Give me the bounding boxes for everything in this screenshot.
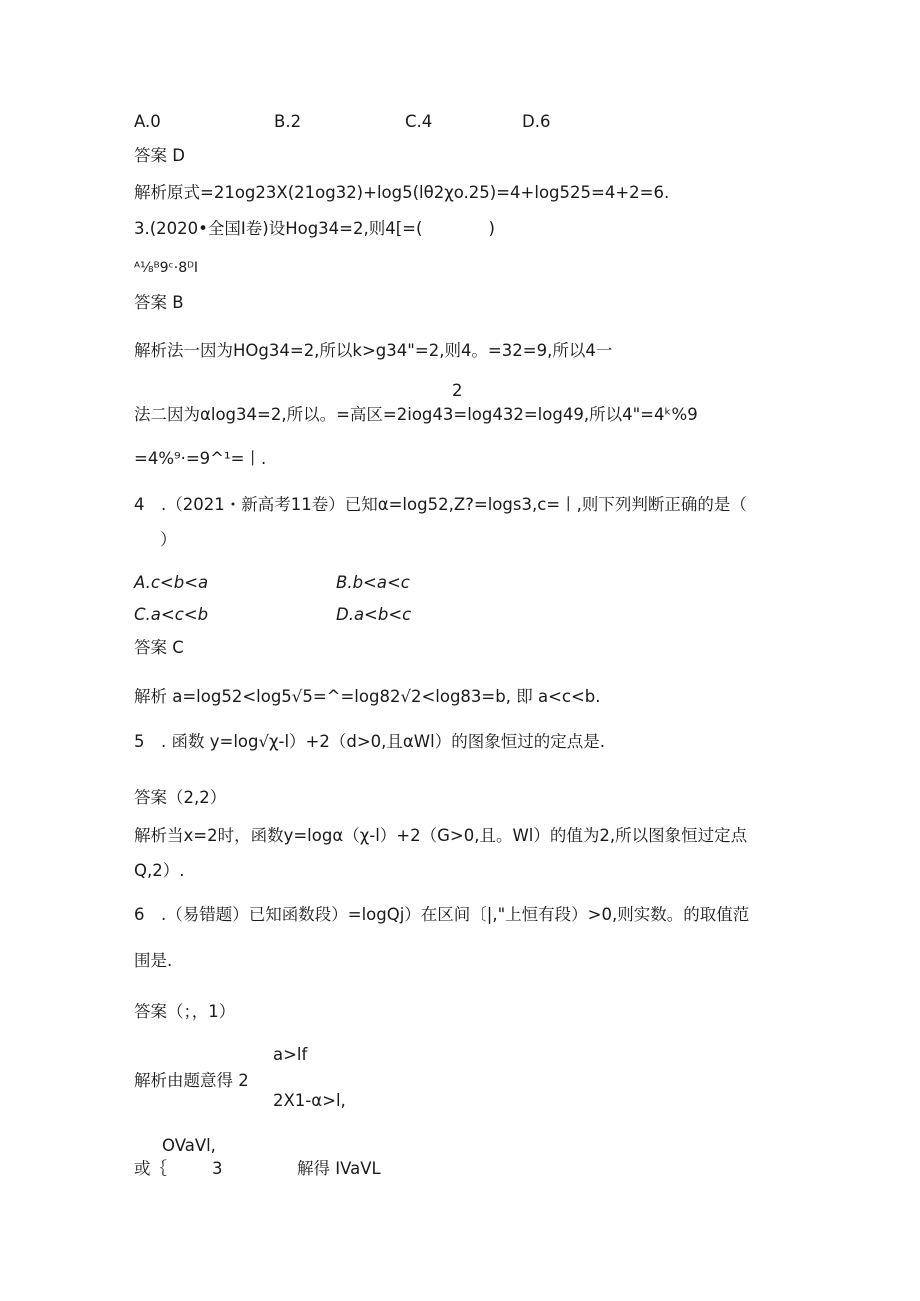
q4-answer: 答案 C xyxy=(134,638,184,657)
q6-system2-result: 解得 IVaVL xyxy=(297,1159,381,1178)
q2-option-a: A.0 xyxy=(134,112,161,131)
q4-analysis: 解析 a=log52<log5√5=^=log82√2<log83=b, 即 a<c<b. xyxy=(134,687,601,706)
q3-analysis-line1: 解析法一因为HOg34=2,所以k>g34"=2,则4。=32=9,所以4一 xyxy=(134,341,613,360)
q3-fraction-denominator: 2 xyxy=(452,381,463,400)
q2-option-d: D.6 xyxy=(522,112,551,131)
q5-answer: 答案（2,2） xyxy=(134,788,227,807)
q3-stem: 3.(2020•全国I卷)设Hog34=2,则4[=( ) xyxy=(134,219,495,238)
q6-system2-label: 或｛ xyxy=(134,1159,167,1178)
q4-option-d: D.a<b<c xyxy=(336,605,412,624)
q6-system2-top: OVaVl, xyxy=(162,1136,216,1155)
q3-options: ᴬ⅛ᴮ9ᶜ·8ᴰI xyxy=(134,260,199,276)
q5-stem: 5 . 函数 y=log√χ-l）+2（d>0,且αWl）的图象恒过的定点是. xyxy=(134,732,605,751)
q6-system2-middle: 3 xyxy=(212,1159,223,1178)
q4-option-b: B.b<a<c xyxy=(336,573,410,592)
q3-analysis-line3: =4%⁹·=9^¹=丨. xyxy=(134,449,267,468)
q6-system1-bottom: 2X1-α>l, xyxy=(273,1091,346,1110)
q6-system1-label: 解析由题意得 2 xyxy=(134,1071,249,1090)
q3-answer: 答案 B xyxy=(134,293,184,312)
q2-option-c: C.4 xyxy=(405,112,433,131)
q3-analysis-line2: 法二因为αlog34=2,所以。=高区=2iog43=log432=log49,所以4"=4ᵏ%9 xyxy=(134,405,698,424)
q4-option-a: A.c<b<a xyxy=(134,573,209,592)
q2-analysis: 解析原式=21og23X(21og32)+log5(lθ2χo.25)=4+log525=4+2=6. xyxy=(134,183,670,202)
q6-stem-line1: 6 .（易错题）已知函数段）=logQj）在区间〔|,"上恒有段）>0,则实数。的取值范 xyxy=(134,905,750,924)
q2-answer: 答案 D xyxy=(134,146,185,165)
q4-stem-line1: 4 .（2021・新高考11卷）已知α=log52,Z?=logs3,c=丨,则下列判断正确的是（ xyxy=(134,495,747,514)
q6-stem-line2: 围是. xyxy=(134,951,173,970)
q6-answer: 答案（；，1） xyxy=(134,1002,236,1021)
q5-analysis-line2: Q,2）. xyxy=(134,861,185,880)
q4-stem-line2: ） xyxy=(160,530,177,549)
q5-analysis-line1: 解析当x=2时，函数y=logα（χ-l）+2（G>0,且。Wl）的值为2,所以图象恒过定点 xyxy=(134,826,748,845)
q4-option-c: C.a<c<b xyxy=(134,605,209,624)
q6-system1-top: a>lf xyxy=(273,1045,308,1064)
q2-option-b: B.2 xyxy=(274,112,302,131)
